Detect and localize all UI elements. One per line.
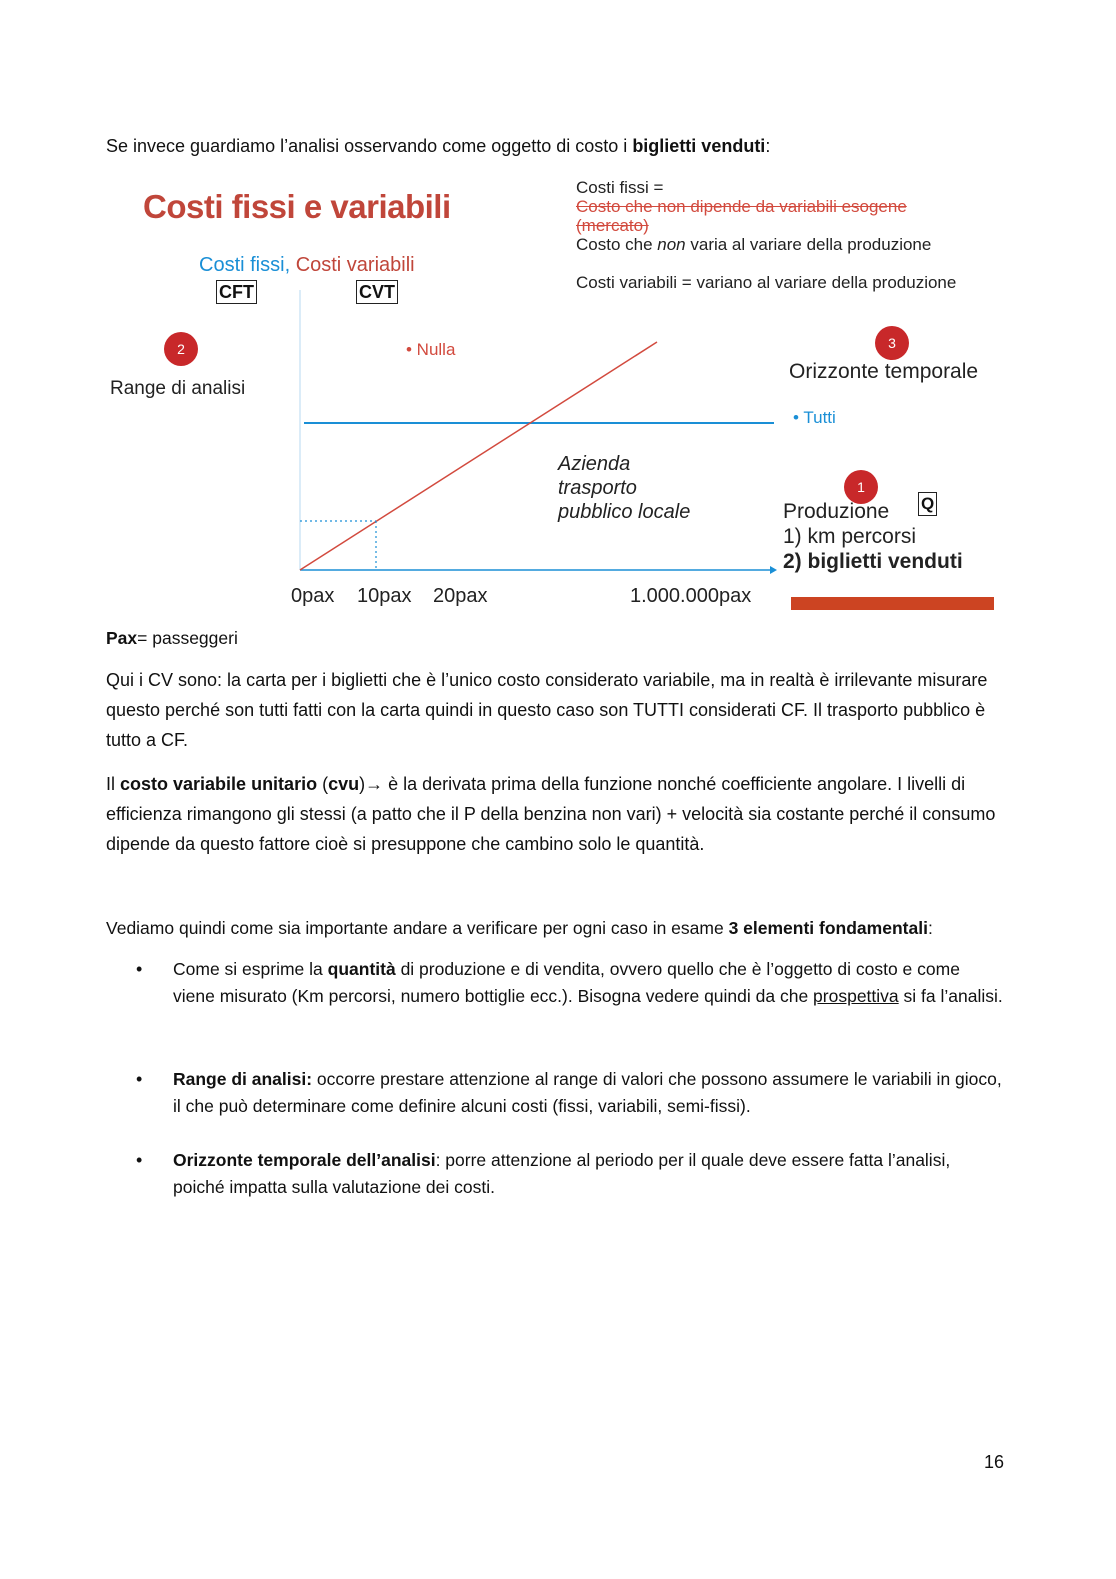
list-item: • Range di analisi: occorre prestare attenzione al range di valori che possono assumere le variabili in gioco, il che può determinare come definire alcuni costi (fissi, variabili, semi-fissi). (136, 1066, 1006, 1120)
bullet-icon: • (136, 959, 143, 979)
diagram-subtitle: Costi fissi, Costi variabili (199, 254, 415, 276)
x-tick-1m: 1.000.000pax (630, 585, 752, 607)
paragraph-cvu: Il costo variabile unitario (cvu)→ è la derivata prima della funzione nonché coefficiente angolare. I livelli di efficienza rimangono gli stessi (a patto che il P della benzina non vari) + velocità sia costante perché il consumo dipende da questo fattore cioè si presuppone che cambino solo le quantità. (106, 774, 996, 854)
bullet-icon: • (136, 1069, 143, 1089)
range-label: Range di analisi (110, 378, 246, 399)
bullet-icon: • (136, 1150, 143, 1170)
production-badge: 1 (844, 470, 878, 504)
legend-variable-def: Costi variabili = variano al variare della produzione (576, 273, 957, 292)
variable-cost-line (300, 342, 657, 570)
list-item: • Come si esprime la quantità di produzione e di vendita, ovvero quello che è l’oggetto di costo e come viene misurato (Km percorsi, numero bottiglie ecc.). Bisogna vedere quindi da che prospettiva si fa l’analisi. (136, 956, 1006, 1010)
cft-label: CFT (216, 280, 257, 304)
q-label: Q (918, 492, 937, 516)
paragraph-elements: Vediamo quindi come sia importante andare a verificare per ogni caso in esame 3 elementi fondamentali: (106, 918, 933, 938)
x-tick-10: 10pax (357, 585, 412, 607)
horizon-label: Orizzonte temporale (789, 360, 979, 383)
footer-bar (791, 597, 994, 610)
x-axis-arrow-icon (770, 566, 777, 574)
legend-fixed-struck: Costo che non dipende da variabili esogene (mercato) (576, 197, 907, 235)
x-tick-0: 0pax (291, 585, 335, 607)
cvt-label: CVT (356, 280, 398, 304)
pax-definition: Pax= passeggeri (106, 628, 238, 648)
production-item-tickets: 2) biglietti venduti (783, 550, 963, 573)
cost-legend (576, 178, 1006, 292)
nulla-label: • Nulla (406, 340, 456, 359)
range-badge: 2 (164, 332, 198, 366)
legend-fixed-def: Costo che non varia al variare della produzione (576, 235, 932, 254)
production-item-km: 1) km percorsi (783, 525, 917, 548)
legend-fixed-head: Costi fissi = (576, 178, 664, 197)
production-label: Produzione (783, 500, 890, 523)
list-item: • Orizzonte temporale dell’analisi: porre attenzione al periodo per il quale deve essere fatta l’analisi, poiché impatta sulla valutazione dei costi. (136, 1147, 1006, 1201)
horizon-badge: 3 (875, 326, 909, 360)
diagram-title: Costi fissi e variabili (143, 188, 451, 225)
paragraph-cv: Qui i CV sono: la carta per i biglietti che è l’unico costo considerato variabile, ma in realtà è irrilevante misurare questo perché son tutti fatti con la carta quindi in questo caso son TUTTI considerati CF. Il trasporto pubblico è tutto a CF. (106, 670, 988, 750)
intro-text: Se invece guardiamo l’analisi osservando come oggetto di costo i biglietti venduti: (106, 136, 771, 156)
company-label: Azienda trasporto pubblico locale (558, 453, 691, 523)
page-number: 16 (983, 1452, 1004, 1472)
tutti-label: • Tutti (793, 408, 836, 427)
cost-chart (290, 290, 790, 580)
x-tick-20: 20pax (433, 585, 488, 607)
